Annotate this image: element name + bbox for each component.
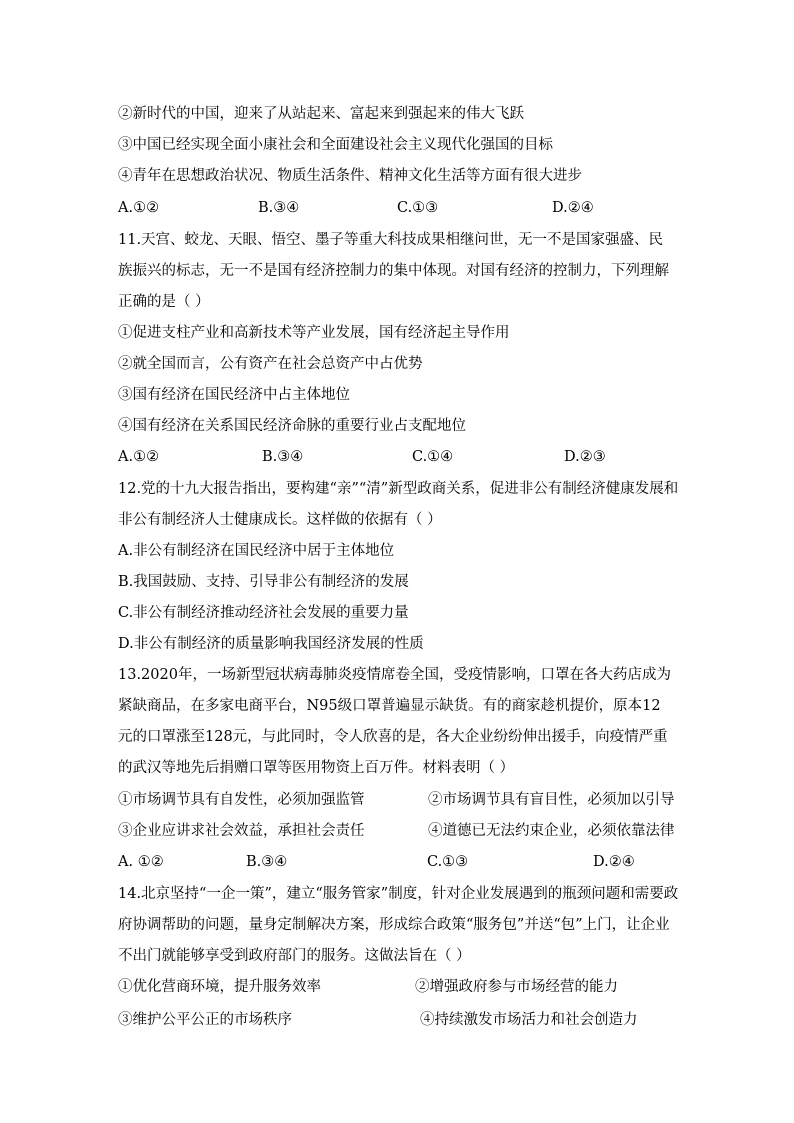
q10-choice-2: ②新时代的中国，迎来了从站起来、富起来到强起来的伟大飞跃 (118, 106, 524, 122)
q13-option-a: A. ①② (118, 854, 164, 870)
q13-stem-line-1: 13.2020年，一场新型冠状病毒肺炎疫情席卷全国，受疫情影响，口罩在各大药店成为 (118, 667, 671, 683)
q11-stem-line-3: 正确的是（ ） (118, 294, 210, 310)
q12-choice-d: D.非公有制经济的质量影响我国经济发展的性质 (118, 636, 424, 652)
q11-stem-line-2: 族振兴的标志，无一不是国有经济控制力的集中体现。对国有经济的控制力，下列理解 (118, 263, 669, 279)
q14-choice-2: ②增强政府参与市场经营的能力 (415, 979, 618, 995)
q13-choice-4: ④道德已无法约束企业，必须依靠法律 (428, 823, 675, 839)
q13-stem-line-2: 紧缺商品，在多家电商平台，N95级口罩普遍显示缺货。有的商家趁机提价，原本12 (118, 698, 661, 714)
q10-choice-4: ④青年在思想政治状况、物质生活条件、精神文化生活等方面有很大进步 (118, 168, 582, 184)
q11-choice-2: ②就全国而言，公有资产在社会总资产中占优势 (118, 356, 423, 372)
q11-option-a: A.①② (118, 449, 160, 465)
q13-option-b: B.③④ (246, 854, 288, 870)
q11-option-d: D.②③ (564, 449, 606, 465)
q14-stem-line-1: 14.北京坚持“一企一策”，建立“服务管家”制度，针对企业发展遇到的瓶颈问题和需要政 (118, 886, 679, 902)
q10-option-a: A.①② (118, 200, 160, 216)
q12-choice-b: B.我国鼓励、支持、引导非公有制经济的发展 (118, 574, 409, 590)
q11-stem-line-1: 11.天宫、蛟龙、天眼、悟空、墨子等重大科技成果相继问世，无一不是国家强盛、民 (118, 232, 664, 248)
q11-option-c: C.①④ (412, 449, 454, 465)
q11-choice-4: ④国有经济在关系国民经济命脉的重要行业占支配地位 (118, 418, 466, 434)
q11-choice-3: ③国有经济在国民经济中占主体地位 (118, 387, 350, 403)
q14-stem-line-2: 府协调帮助的问题，量身定制解决方案，形成综合政策“服务包”并送“包”上门，让企业 (118, 917, 670, 933)
q12-stem-line-2: 非公有制经济人士健康成长。这样做的依据有（ ） (118, 512, 442, 528)
q13-choice-1: ①市场调节具有自发性，必须加强监管 (118, 792, 365, 808)
q13-choice-3: ③企业应讲求社会效益，承担社会责任 (118, 823, 365, 839)
q14-choice-4: ④持续激发市场活力和社会创造力 (420, 1012, 638, 1028)
q14-choice-1: ①优化营商环境，提升服务效率 (118, 979, 321, 995)
q11-choice-1: ①促进支柱产业和高新技术等产业发展，国有经济起主导作用 (118, 325, 510, 341)
q12-stem-line-1: 12.党的十九大报告指出，要构建“亲”“清”新型政商关系，促进非公有制经济健康发展和 (118, 481, 679, 497)
q13-stem-line-4: 的武汉等地先后捐赠口罩等医用物资上百万件。材料表明（ ） (118, 760, 515, 776)
q14-stem-line-3: 不出门就能够享受到政府部门的服务。这做法旨在（ ） (118, 948, 471, 964)
q11-option-b: B.③④ (262, 449, 304, 465)
q13-choice-2: ②市场调节具有盲目性，必须加以引导 (428, 792, 675, 808)
q10-option-c: C.①③ (397, 200, 439, 216)
q12-choice-a: A.非公有制经济在国民经济中居于主体地位 (118, 543, 395, 559)
q14-choice-3: ③维护公平公正的市场秩序 (118, 1012, 292, 1028)
q10-option-b: B.③④ (258, 200, 300, 216)
q13-option-c: C.①③ (427, 854, 469, 870)
q10-option-d: D.②④ (552, 200, 594, 216)
q13-option-d: D.②④ (593, 854, 635, 870)
q12-choice-c: C.非公有制经济推动经济社会发展的重要力量 (118, 605, 409, 621)
q10-choice-3: ③中国已经实现全面小康社会和全面建设社会主义现代化强国的目标 (118, 137, 553, 153)
q13-stem-line-3: 元的口罩涨至128元，与此同时，令人欣喜的是，各大企业纷纷伸出援手，向疫情严重 (118, 729, 668, 745)
